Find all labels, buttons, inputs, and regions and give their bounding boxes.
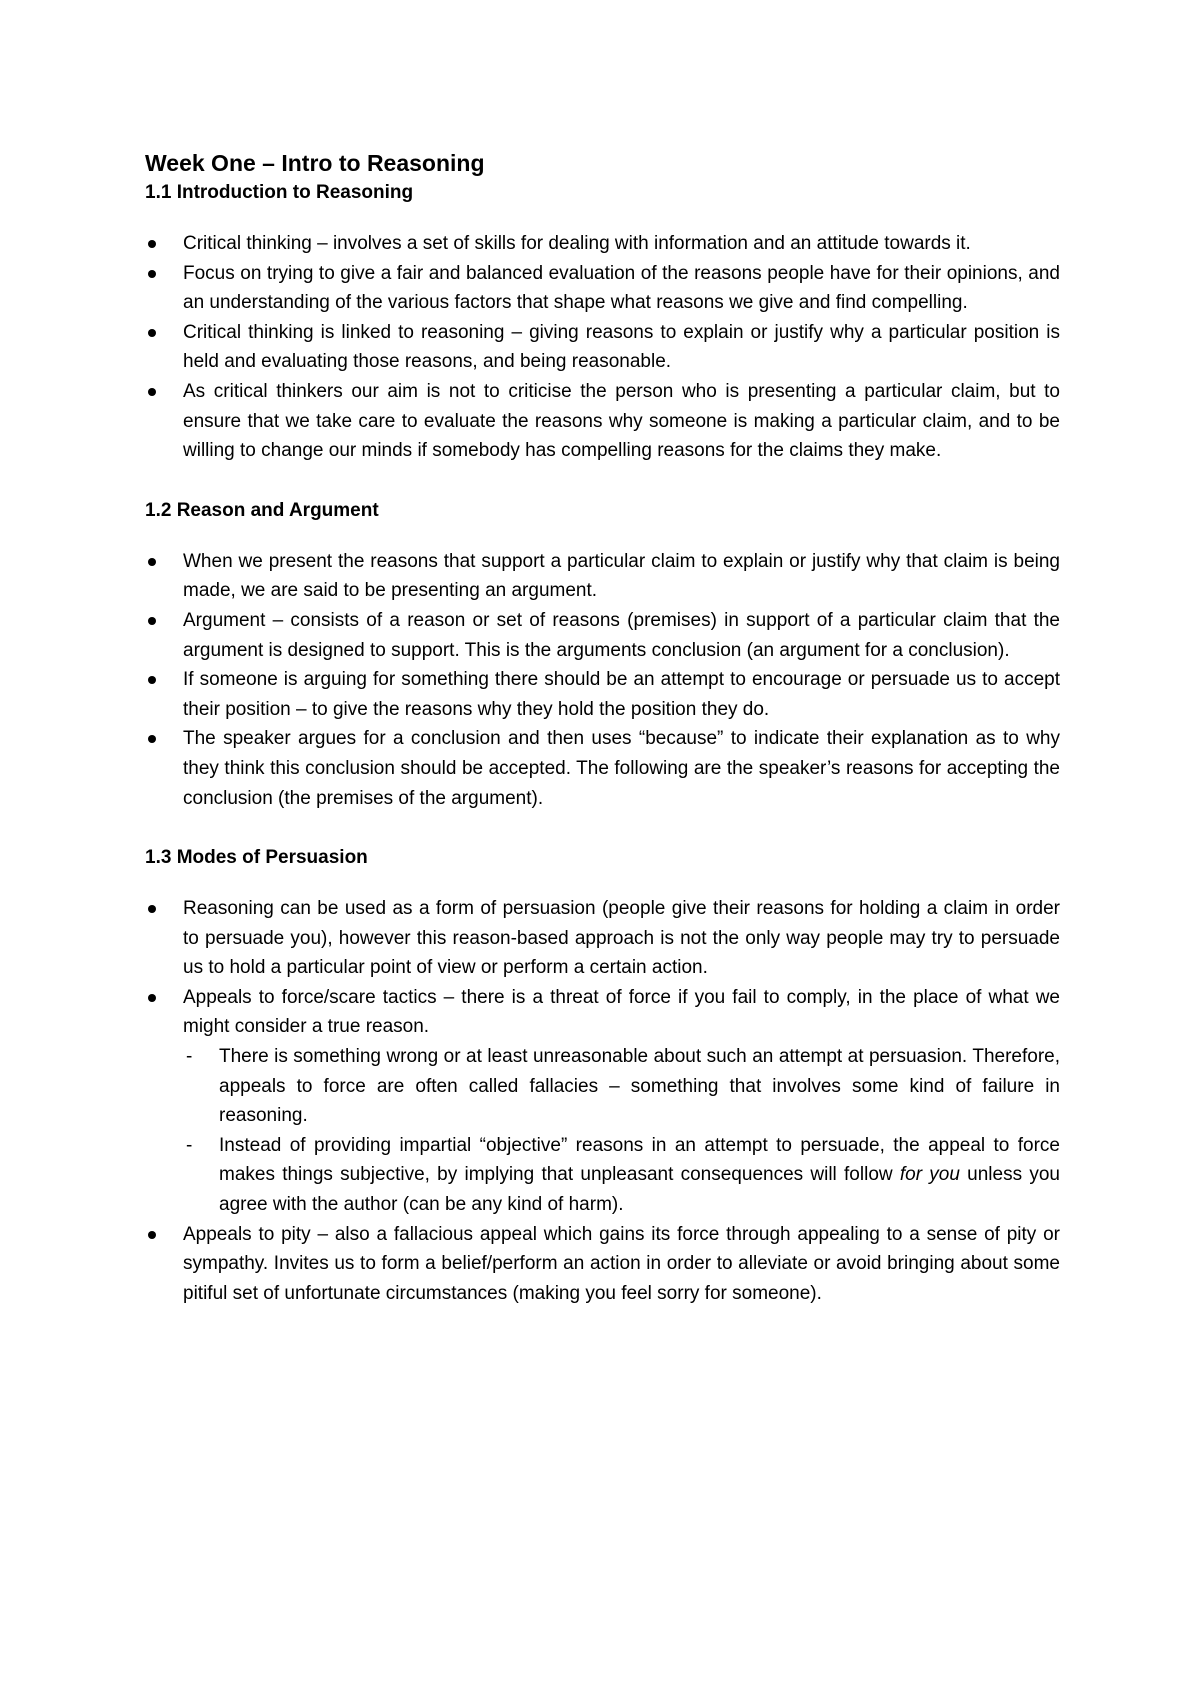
bullet-list <box>145 547 1060 813</box>
sub-list-item <box>183 1131 1060 1220</box>
list-item: Appeals to pity – also a fallacious appeal which gains its force through appealing to a sense of pity or sympathy. Invites us to form a belief/perform an action in order to alleviate or avoid bringing about some pitiful set of unfortunate circumstances (making you feel sorry for someone). <box>145 1220 1060 1309</box>
document-page <box>145 148 1060 1308</box>
list-item: Critical thinking – involves a set of skills for dealing with information and an attitude towards it. <box>145 229 1060 259</box>
emphasis-text: for you <box>899 1164 960 1186</box>
sub-list-item-text: unless you agree with the author (can be any kind of harm). <box>219 1164 1060 1216</box>
list-item-text: Appeals to force/scare tactics – there is a threat of force if you fail to comply, in the place of what we might consider a true reason. <box>183 986 1060 1038</box>
bullet-list <box>145 229 1060 466</box>
list-item: Focus on trying to give a fair and balanced evaluation of the reasons people have for their opinions, and an understanding of the various factors that shape what reasons we give and find compelling. <box>145 259 1060 318</box>
sub-list-item: - There is something wrong or at least unreasonable about such an attempt at persuasion. Therefore, appeals to force are often called fallacies – something that involves some kind of failure in reasoning. <box>183 1042 1060 1131</box>
list-item: Reasoning can be used as a form of persuasion (people give their reasons for holding a claim in order to persuade you), however this reason-based approach is not the only way people may try to persuade us to hold a particular point of view or perform a certain action. <box>145 894 1060 983</box>
list-item: Critical thinking is linked to reasoning – giving reasons to explain or justify why a particular position is held and evaluating those reasons, and being reasonable. <box>145 318 1060 377</box>
document-title: Week One – Intro to Reasoning <box>145 150 485 176</box>
bullet-list <box>145 894 1060 1308</box>
section-heading: 1.2 Reason and Argument <box>145 499 379 521</box>
list-item: If someone is arguing for something there should be an attempt to encourage or persuade us to accept their position – to give the reasons why they hold the position they do. <box>145 665 1060 724</box>
section-heading: 1.1 Introduction to Reasoning <box>145 182 414 203</box>
list-item <box>145 983 1060 1220</box>
sub-list-item-text: Instead of providing impartial “objective” reasons in an attempt to persuade, the appeal to force makes things subjective, by implying that unpleasant consequences will follow <box>219 1134 1060 1186</box>
list-item: As critical thinkers our aim is not to criticise the person who is presenting a particular claim, but to ensure that we take care to evaluate the reasons why someone is making a particular claim, and to be willing to change our minds if somebody has compelling reasons for the claims they make. <box>145 377 1060 466</box>
sub-list <box>183 1042 1060 1220</box>
list-item: When we present the reasons that support a particular claim to explain or justify why that claim is being made, we are said to be presenting an argument. <box>145 547 1060 606</box>
section-heading: 1.3 Modes of Persuasion <box>145 847 368 869</box>
list-item: Argument – consists of a reason or set of reasons (premises) in support of a particular claim that the argument is designed to support. This is the arguments conclusion (an argument for a conclusion). <box>145 606 1060 665</box>
list-item: The speaker argues for a conclusion and then uses “because” to indicate their explanation as to why they think this conclusion should be accepted. The following are the speaker’s reasons for accepting the conclusion (the premises of the argument). <box>145 724 1060 813</box>
